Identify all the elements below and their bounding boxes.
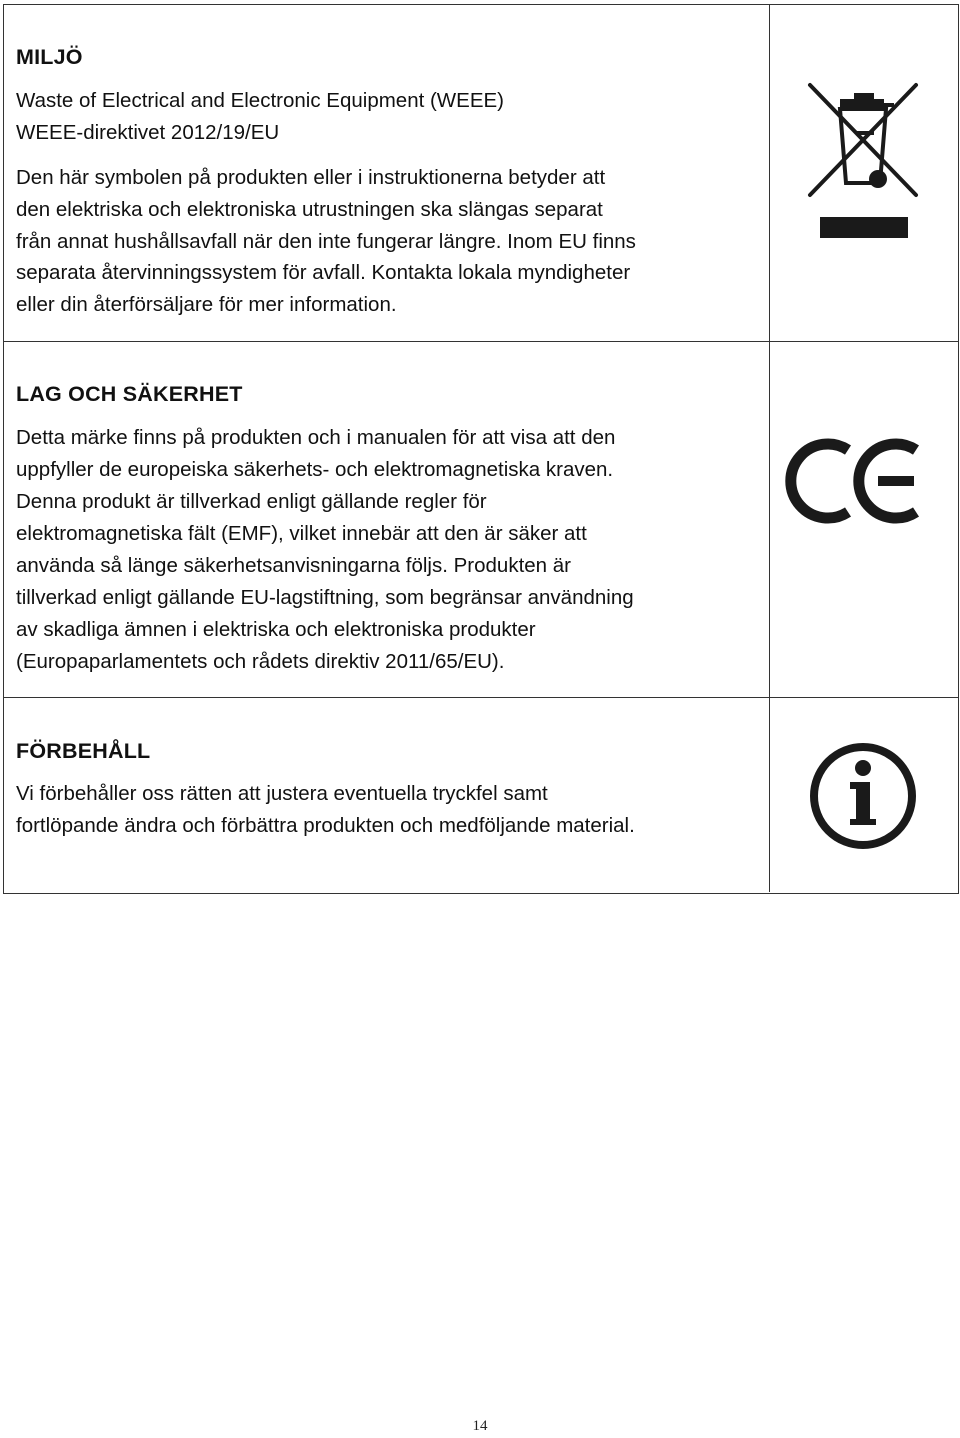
crossed-out-wheelie-bin-icon	[770, 5, 957, 342]
section-disclaimer-text	[4, 698, 770, 892]
section-law-safety-text	[4, 342, 770, 697]
section-body: Den här symbolen på produkten eller i instruktionerna betyder att den elektriska och elektroniska utrustningen ska slängas separat från annat hushållsavfall när den inte fungerar längre. Inom EU finns separata återvinningssystem för avfall. Kontakta lokala myndigheter eller din återförsäljare för mer information.	[16, 166, 636, 317]
section-body: Detta märke finns på produkten och i manualen för att visa att den uppfyller de europeiska säkerhets- och elektromagnetiska kraven. Denna produkt är tillverkad enligt gällande regler för elektromagnetiska fält (EMF), vilket innebär att den är säker att använda så länge säkerhetsanvisningarna följs. Produkten är tillverkad enligt gällande EU-lagstiftning, som begränsar användning av skadliga ämnen i elektriska och elektroniska produkter (Europaparlamentets och rådets direktiv 2011/65/EU).	[16, 426, 634, 673]
page-number: 14	[472, 1418, 488, 1434]
section-heading: FÖRBEHÅLL	[16, 739, 151, 763]
section-environment-icon-cell	[770, 5, 957, 341]
weee-directive-text: Waste of Electrical and Electronic Equipment (WEEE) WEEE-direktivet 2012/19/EU	[16, 89, 505, 144]
section-heading: MILJÖ	[16, 45, 83, 69]
section-law-safety	[4, 342, 958, 698]
section-environment-text	[4, 5, 770, 341]
ce-mark-icon	[770, 342, 957, 698]
section-heading: LAG OCH SÄKERHET	[16, 382, 243, 406]
section-environment	[4, 5, 958, 342]
content-table	[3, 4, 959, 894]
section-law-safety-icon-cell	[770, 342, 957, 697]
section-body: Vi förbehåller oss rätten att justera eventuella tryckfel samt fortlöpande ändra och förbättra produkten och medföljande material.	[16, 782, 635, 837]
section-disclaimer-icon-cell	[770, 698, 957, 892]
section-disclaimer	[4, 698, 958, 892]
info-icon	[770, 698, 957, 892]
